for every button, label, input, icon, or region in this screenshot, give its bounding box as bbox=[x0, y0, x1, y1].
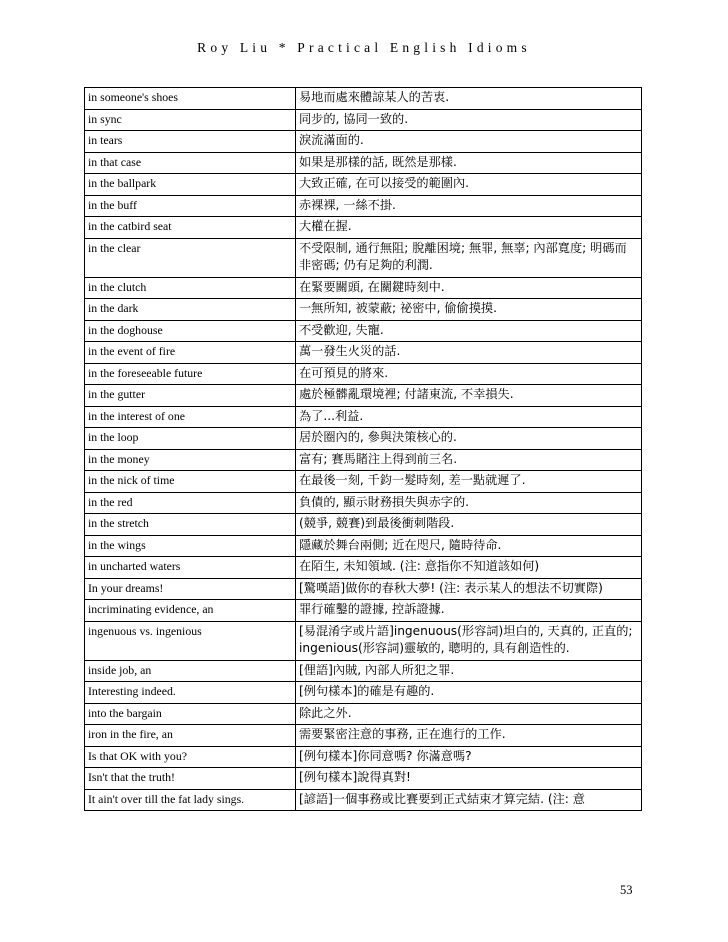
idiom-english: in that case bbox=[85, 152, 296, 174]
idiom-english: in the catbird seat bbox=[85, 217, 296, 239]
idiom-chinese: [例句樣本]說得真對! bbox=[296, 768, 642, 790]
idiom-row bbox=[85, 578, 642, 600]
idiom-row bbox=[85, 299, 642, 321]
idiom-english: in the interest of one bbox=[85, 406, 296, 428]
idiom-chinese: 赤裸裸, 一絲不掛. bbox=[296, 195, 642, 217]
idiom-english: iron in the fire, an bbox=[85, 725, 296, 747]
idiom-chinese: 如果是那樣的話, 既然是那樣. bbox=[296, 152, 642, 174]
idiom-chinese: 在陌生, 未知領域. (注: 意指你不知道該如何) bbox=[296, 557, 642, 579]
idiom-row bbox=[85, 428, 642, 450]
idiom-chinese: 負債的, 顯示財務損失與赤字的. bbox=[296, 492, 642, 514]
idiom-row bbox=[85, 621, 642, 660]
idiom-chinese: (競爭, 競賽)到最後衝刺階段. bbox=[296, 514, 642, 536]
idiom-row bbox=[85, 492, 642, 514]
idiom-english: in the foreseeable future bbox=[85, 363, 296, 385]
idiom-table bbox=[84, 87, 642, 811]
idiom-english: Isn't that the truth! bbox=[85, 768, 296, 790]
idiom-english: in the loop bbox=[85, 428, 296, 450]
idiom-table-body bbox=[85, 88, 642, 811]
idiom-chinese: 除此之外. bbox=[296, 703, 642, 725]
idiom-english: in the nick of time bbox=[85, 471, 296, 493]
idiom-english: in the money bbox=[85, 449, 296, 471]
idiom-chinese: [例句樣本]的確是有趣的. bbox=[296, 682, 642, 704]
idiom-english: Is that OK with you? bbox=[85, 746, 296, 768]
idiom-english: in sync bbox=[85, 109, 296, 131]
idiom-chinese: 不受歡迎, 失寵. bbox=[296, 320, 642, 342]
idiom-chinese: 處於極髒亂環境裡; 付諸東流, 不幸損失. bbox=[296, 385, 642, 407]
idiom-english: into the bargain bbox=[85, 703, 296, 725]
idiom-row bbox=[85, 385, 642, 407]
idiom-row bbox=[85, 660, 642, 682]
idiom-english: in someone's shoes bbox=[85, 88, 296, 110]
idiom-chinese: 罪行確鑿的證據, 控訴證據. bbox=[296, 600, 642, 622]
idiom-english: in the clear bbox=[85, 238, 296, 277]
idiom-chinese: [俚語]內賊, 內部人所犯之罪. bbox=[296, 660, 642, 682]
idiom-english: in the clutch bbox=[85, 277, 296, 299]
idiom-row bbox=[85, 217, 642, 239]
idiom-english: It ain't over till the fat lady sings. bbox=[85, 789, 296, 811]
idiom-english: in the red bbox=[85, 492, 296, 514]
idiom-row bbox=[85, 406, 642, 428]
idiom-row bbox=[85, 131, 642, 153]
idiom-chinese: [易混淆字或片語]ingenuous(形容詞)坦白的, 天真的, 正直的; ingenious(形容詞)靈敏的, 聰明的, 具有創造性的. bbox=[296, 621, 642, 660]
idiom-chinese: [例句樣本]你同意嗎? 你滿意嗎? bbox=[296, 746, 642, 768]
idiom-english: in the event of fire bbox=[85, 342, 296, 364]
idiom-english: In your dreams! bbox=[85, 578, 296, 600]
idiom-row bbox=[85, 746, 642, 768]
idiom-row bbox=[85, 195, 642, 217]
idiom-english: in the buff bbox=[85, 195, 296, 217]
idiom-chinese: [諺語]一個事務或比賽要到正式結束才算完結. (注: 意 bbox=[296, 789, 642, 811]
idiom-row bbox=[85, 471, 642, 493]
idiom-chinese: 為了...利益. bbox=[296, 406, 642, 428]
idiom-row bbox=[85, 238, 642, 277]
idiom-english: Interesting indeed. bbox=[85, 682, 296, 704]
idiom-row bbox=[85, 682, 642, 704]
idiom-row bbox=[85, 320, 642, 342]
idiom-chinese: 不受限制, 通行無阻; 脫離困境; 無罪, 無辜; 內部寬度; 明碼而非密碼; 仍有足夠的利潤. bbox=[296, 238, 642, 277]
running-header: Roy Liu * Practical English Idioms bbox=[197, 40, 531, 55]
idiom-english: in the dark bbox=[85, 299, 296, 321]
idiom-row bbox=[85, 703, 642, 725]
idiom-chinese: 隱藏於舞台兩側; 近在咫尺, 隨時待命. bbox=[296, 535, 642, 557]
idiom-row bbox=[85, 557, 642, 579]
idiom-row bbox=[85, 449, 642, 471]
idiom-row bbox=[85, 363, 642, 385]
idiom-row bbox=[85, 600, 642, 622]
idiom-row bbox=[85, 535, 642, 557]
idiom-row bbox=[85, 152, 642, 174]
idiom-row bbox=[85, 174, 642, 196]
idiom-chinese: 需要緊密注意的事務, 正在進行的工作. bbox=[296, 725, 642, 747]
page-number: 53 bbox=[620, 883, 633, 897]
idiom-row bbox=[85, 342, 642, 364]
idiom-chinese: 萬一發生火災的話. bbox=[296, 342, 642, 364]
idiom-chinese: 易地而處來體諒某人的苦衷. bbox=[296, 88, 642, 110]
idiom-english: in tears bbox=[85, 131, 296, 153]
idiom-chinese: 同步的, 協同一致的. bbox=[296, 109, 642, 131]
idiom-chinese: 在最後一刻, 千鈞一髮時刻, 差一點就遲了. bbox=[296, 471, 642, 493]
idiom-row bbox=[85, 109, 642, 131]
idiom-chinese: 在緊要關頭, 在關鍵時刻中. bbox=[296, 277, 642, 299]
idiom-english: in the stretch bbox=[85, 514, 296, 536]
idiom-english: in the ballpark bbox=[85, 174, 296, 196]
idiom-row bbox=[85, 514, 642, 536]
idiom-chinese: 居於圈內的, 參與決策核心的. bbox=[296, 428, 642, 450]
idiom-row bbox=[85, 277, 642, 299]
idiom-english: in uncharted waters bbox=[85, 557, 296, 579]
idiom-english: inside job, an bbox=[85, 660, 296, 682]
idiom-chinese: 一無所知, 被蒙蔽; 祕密中, 偷偷摸摸. bbox=[296, 299, 642, 321]
idiom-row bbox=[85, 768, 642, 790]
idiom-chinese: 富有; 賽馬賭注上得到前三名. bbox=[296, 449, 642, 471]
idiom-row bbox=[85, 789, 642, 811]
idiom-english: ingenuous vs. ingenious bbox=[85, 621, 296, 660]
idiom-chinese: 大權在握. bbox=[296, 217, 642, 239]
idiom-english: in the doghouse bbox=[85, 320, 296, 342]
idiom-chinese: 淚流滿面的. bbox=[296, 131, 642, 153]
idiom-chinese: [驚嘆語]做你的春秋大夢! (注: 表示某人的想法不切實際) bbox=[296, 578, 642, 600]
idiom-english: in the gutter bbox=[85, 385, 296, 407]
idiom-english: in the wings bbox=[85, 535, 296, 557]
idiom-row bbox=[85, 725, 642, 747]
idiom-chinese: 大致正確, 在可以接受的範圍內. bbox=[296, 174, 642, 196]
idiom-chinese: 在可預見的將來. bbox=[296, 363, 642, 385]
idiom-english: incriminating evidence, an bbox=[85, 600, 296, 622]
idiom-row bbox=[85, 88, 642, 110]
